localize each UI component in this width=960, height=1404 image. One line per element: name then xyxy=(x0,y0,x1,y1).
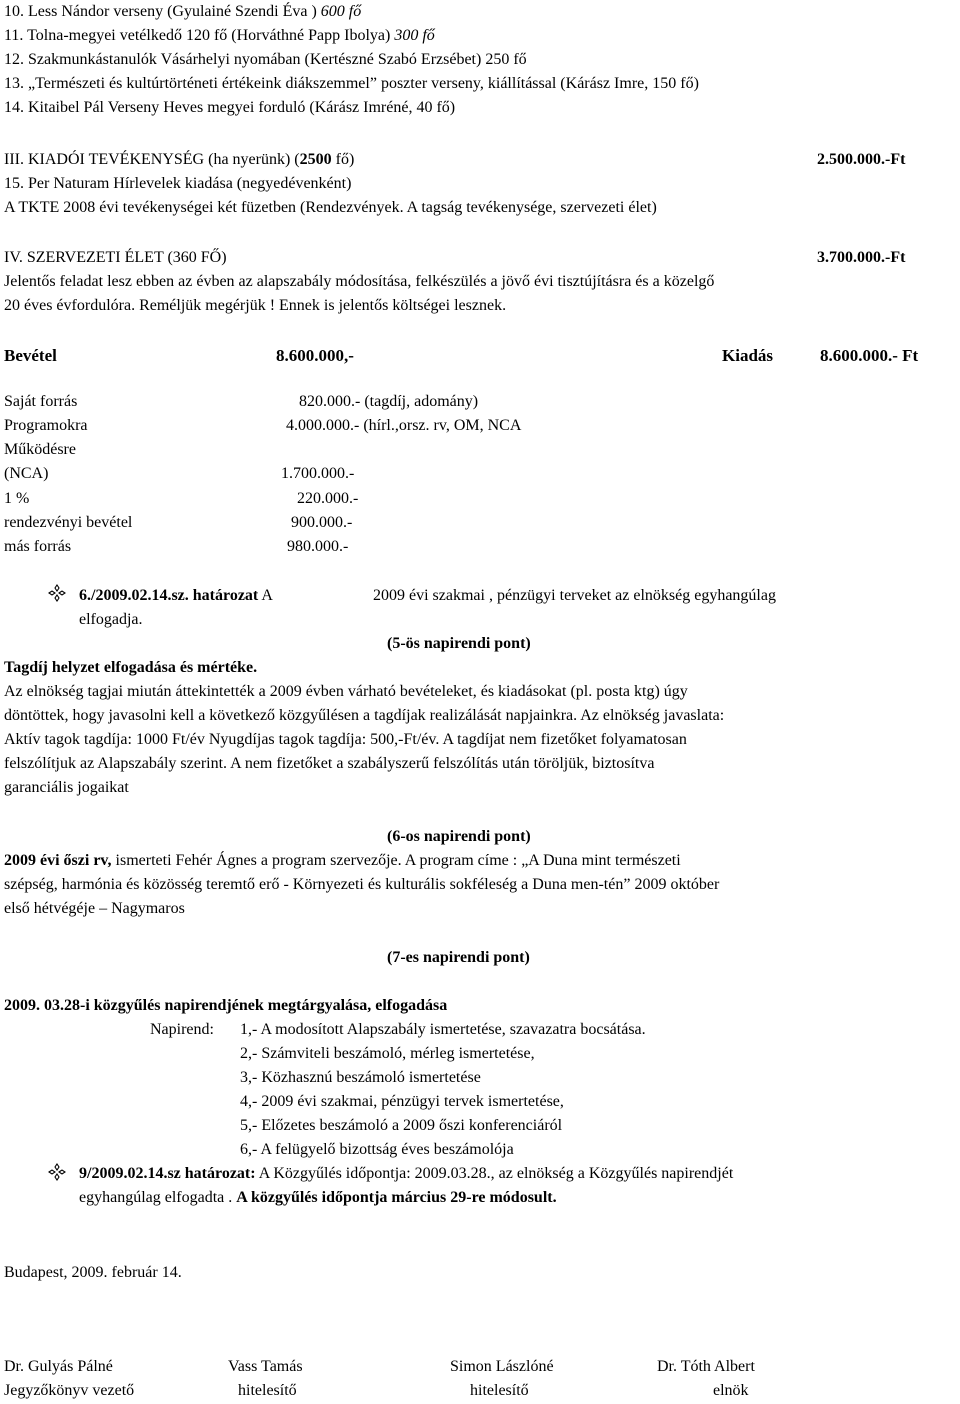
list-item xyxy=(4,96,455,120)
resolution-text: A xyxy=(258,587,273,604)
budget-row-value: 4.000.000.- (hírl.,orsz. rv, OM, NCA xyxy=(286,417,522,434)
agenda-item: 2,- Számviteli beszámoló, mérleg ismertetése, xyxy=(240,1045,535,1062)
paragraph-line: felszólítjuk az Alapszabály szerint. A nem fizetőket a szabályszerű felszólítás után töröljük, biztosítva xyxy=(4,755,655,772)
paragraph-line: A TKTE 2008 évi tevékenységei két füzetben (Rendezvények. A tagság tevékenysége, szervezeti élet) xyxy=(4,199,657,216)
diamond-four-bullet-icon xyxy=(48,1163,66,1181)
list-item-text: 12. Szakmunkástanulók Vásárhelyi nyomában (Kertészné Szabó Erzsébet) 250 fő xyxy=(4,51,527,68)
budget-row-label: más forrás xyxy=(4,538,72,555)
agenda-subtitle: Tagdíj helyzet elfogadása és mértéke. xyxy=(4,659,258,676)
paragraph-line: első hétvégéje – Nagymaros xyxy=(4,900,185,917)
budget-row-label: 1 % xyxy=(4,490,30,507)
resolution-emphasis: A közgyűlés időpontja március 29-re módosult. xyxy=(236,1189,557,1206)
agenda-item: 5,- Előzetes beszámoló a 2009 őszi konferenciáról xyxy=(240,1117,563,1134)
budget-row-label: rendezvényi bevétel xyxy=(4,514,133,531)
resolution-line xyxy=(79,1162,733,1186)
paragraph-line: 20 éves évfordulóra. Reméljük megérjük ! Ennek is jelentős költségei lesznek. xyxy=(4,297,507,314)
signature-name: Simon Lászlóné xyxy=(450,1358,554,1375)
diamond-four-bullet-icon xyxy=(48,1163,66,1189)
agenda-item: 4,- 2009 évi szakmai, pénzügyi tervek ismertetése, xyxy=(240,1093,564,1110)
budget-row-value: 220.000.- xyxy=(297,490,359,507)
paragraph-line: garanciális jogaikat xyxy=(4,779,129,796)
paragraph-line: Az elnökség tagjai miután áttekintették a 2009 évben várható bevételeket, és kiadásokat (pl. posta ktg) úgy xyxy=(4,683,688,700)
resolution-text: 2009 évi szakmai , pénzügyi terveket az elnökség egyhangúlag xyxy=(373,587,776,604)
list-item-italic: 600 fő xyxy=(320,3,362,20)
signature-role: hitelesítő xyxy=(470,1382,529,1399)
section-heading-text: fő) xyxy=(331,151,355,168)
list-item xyxy=(4,48,527,72)
budget-row-value: 980.000.- xyxy=(287,538,349,555)
paragraph-line: 15. Per Naturam Hírlevelek kiadása (negyedévenként) xyxy=(4,175,352,192)
signature-name: Dr. Tóth Albert xyxy=(657,1358,755,1375)
agenda-lead: 2009 évi őszi rv, xyxy=(4,852,112,869)
list-item-text: 10. Less Nándor verseny (Gyulainé Szendi Éva ) xyxy=(4,3,321,20)
budget-row-label: (NCA) xyxy=(4,465,49,482)
agenda-lead: Napirend: xyxy=(150,1021,214,1038)
budget-row-value: 900.000.- xyxy=(291,514,353,531)
paragraph-line: döntöttek, hogy javasolni kell a következő közgyűlésen a tagdíjak realizálását napjainkra. Az elnökség javaslata: xyxy=(4,707,725,724)
section-amount: 2.500.000.-Ft xyxy=(817,151,906,168)
list-item-text: 13. „Természeti és kultúrtörténeti értékeink diákszemmel” poszter verseny, kiállítással (Kárász Imre, 150 fő) xyxy=(4,75,699,92)
agenda-title: (6-os napirendi pont) xyxy=(387,828,531,845)
signature-name: Vass Tamás xyxy=(228,1358,303,1375)
section-heading-bold: 2500 xyxy=(299,151,332,168)
section-amount: 3.700.000.-Ft xyxy=(817,249,906,266)
paragraph-line xyxy=(4,849,681,873)
section-heading: IV. SZERVEZETI ÉLET (360 FŐ) xyxy=(4,249,227,266)
budget-row-label: Programokra xyxy=(4,417,88,434)
resolution-number: 6./2009.02.14.sz. határozat xyxy=(79,587,259,604)
paragraph-line: szépség, harmónia és közösség teremtő erő - Környezeti és kulturális sokféleség a Duna men-tén” 2009 október xyxy=(4,876,720,893)
budget-row-value: 1.700.000.- xyxy=(281,465,355,482)
budget-row-label: Működésre xyxy=(4,441,76,458)
income-label: Bevétel xyxy=(4,346,57,365)
agenda-title: (5-ös napirendi pont) xyxy=(387,635,531,652)
resolution-number: 9/2009.02.14.sz határozat: xyxy=(79,1165,256,1182)
signature-role: hitelesítő xyxy=(238,1382,297,1399)
expense-label: Kiadás xyxy=(722,346,774,365)
list-item-text: 14. Kitaibel Pál Verseny Heves megyei forduló (Kárász Imréné, 40 fő) xyxy=(4,99,456,116)
place-date: Budapest, 2009. február 14. xyxy=(4,1264,182,1281)
paragraph-text: ismerteti Fehér Ágnes a program szervezője. A program címe : „A Duna mint természeti xyxy=(111,852,681,869)
budget-row-value: 820.000.- (tagdíj, adomány) xyxy=(299,393,479,410)
resolution-line xyxy=(79,584,273,608)
expense-value: 8.600.000.- Ft xyxy=(820,346,919,365)
resolution-text: A Közgyűlés időpontja: 2009.03.28., az elnökség a Közgyűlés napirendjét xyxy=(255,1165,734,1182)
paragraph-line: Jelentős feladat lesz ebben az évben az alapszabály módosítása, felkészülés a jövő évi tisztújításra és a közelgő xyxy=(4,273,715,290)
paragraph-line: Aktív tagok tagdíja: 1000 Ft/év Nyugdíjas tagok tagdíja: 500,-Ft/év. A tagdíjat nem fizetőket folyamatosan xyxy=(4,731,687,748)
agenda-title: (7-es napirendi pont) xyxy=(387,949,530,966)
list-item xyxy=(4,24,435,48)
list-item-text: 11. Tolna-megyei vetélkedő 120 fő (Horváthné Papp Ibolya) xyxy=(4,27,395,44)
signature-name: Dr. Gulyás Pálné xyxy=(4,1358,113,1375)
agenda-item: 1,- A modosított Alapszabály ismertetése, szavazatra bocsátása. xyxy=(240,1021,646,1038)
resolution-text: egyhangúlag elfogadta . xyxy=(79,1189,237,1206)
resolution-line xyxy=(79,1186,557,1210)
list-item xyxy=(4,0,361,24)
section-heading xyxy=(4,148,354,172)
agenda-subtitle: 2009. 03.28-i közgyűlés napirendjének megtárgyalása, elfogadása xyxy=(4,997,448,1014)
diamond-four-bullet-icon xyxy=(48,584,66,610)
signature-role: elnök xyxy=(713,1382,749,1399)
resolution-text: elfogadja. xyxy=(79,611,143,628)
diamond-four-bullet-icon xyxy=(48,584,66,602)
agenda-item: 6,- A felügyelő bizottság éves beszámolója xyxy=(240,1141,514,1158)
agenda-item: 3,- Közhasznú beszámoló ismertetése xyxy=(240,1069,481,1086)
budget-row-label: Saját forrás xyxy=(4,393,78,410)
signature-role: Jegyzőkönyv vezető xyxy=(4,1382,135,1399)
section-heading-text: III. KIADÓI TEVÉKENYSÉG (ha nyerünk) ( xyxy=(4,151,300,168)
list-item-italic: 300 fő xyxy=(394,27,435,44)
list-item xyxy=(4,72,699,96)
income-value: 8.600.000,- xyxy=(276,346,354,365)
